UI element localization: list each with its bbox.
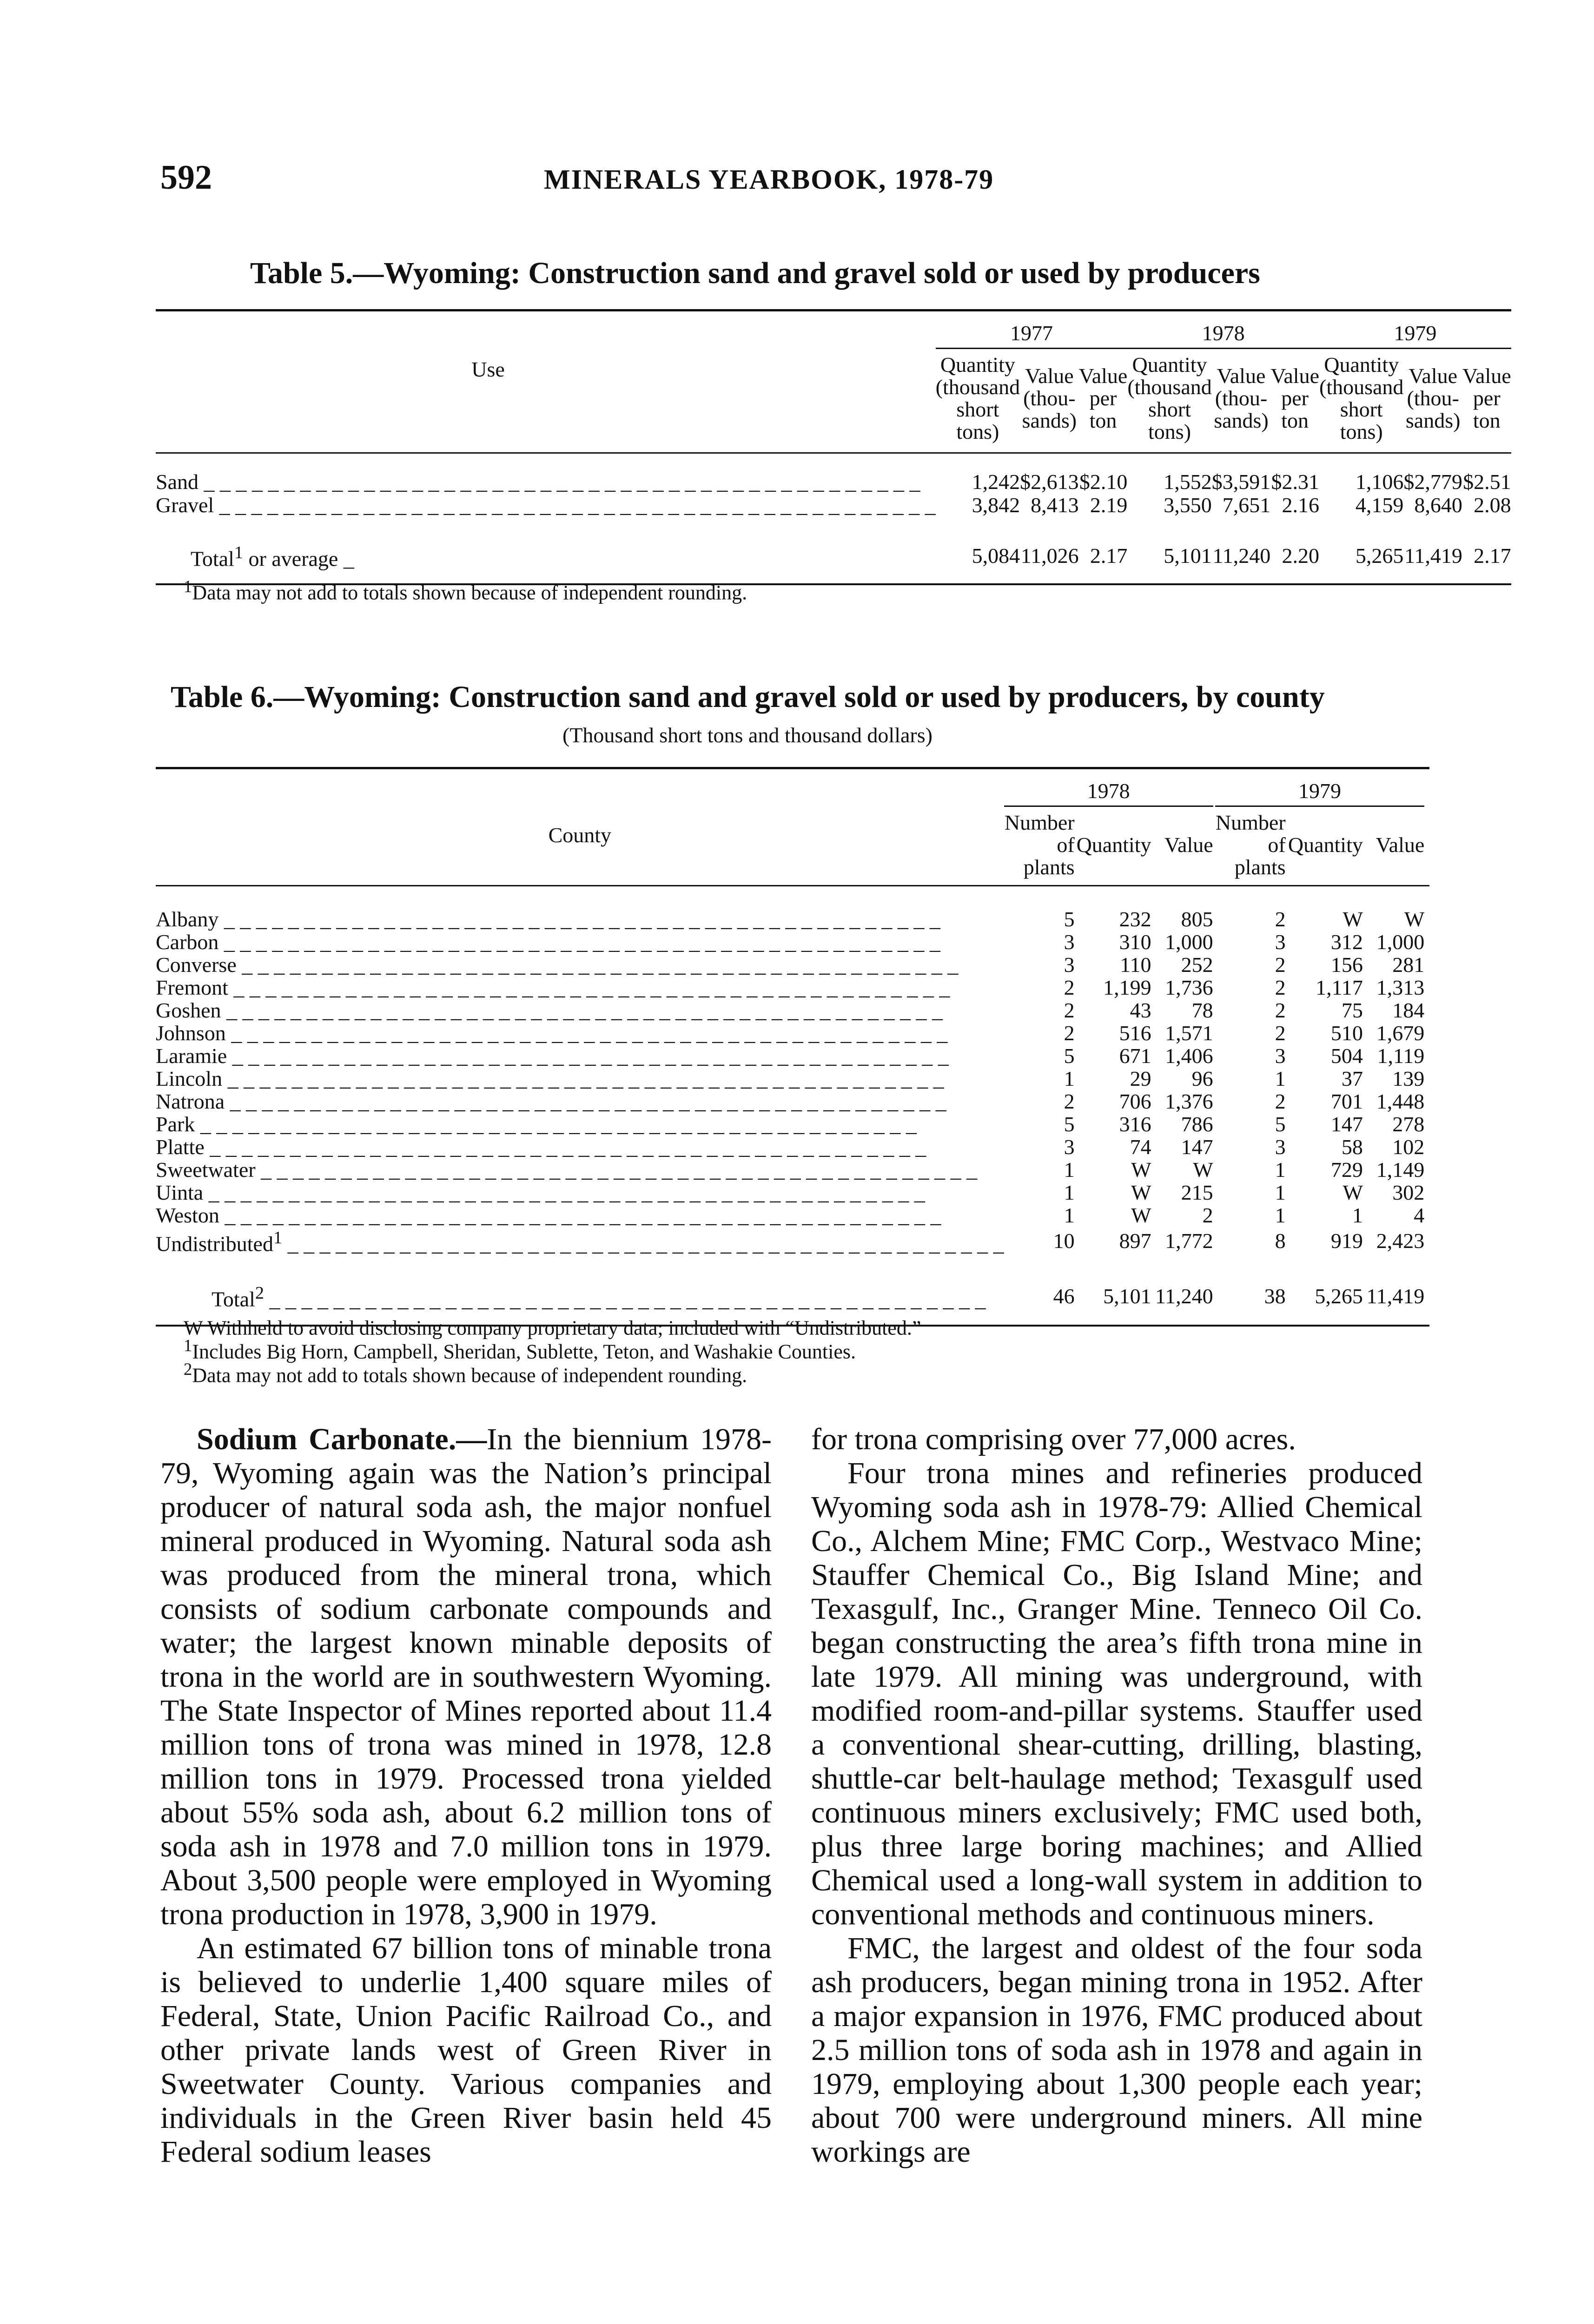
table-cell: 1 [1275, 1203, 1286, 1227]
county-name: Natrona [156, 1090, 225, 1113]
table-cell: 2 [1064, 1089, 1075, 1113]
table-cell: 43 [1130, 998, 1151, 1022]
table-cell: 2 [1275, 1089, 1286, 1113]
table-cell: 252 [1181, 953, 1213, 977]
table-cell: 2.17 [1090, 543, 1128, 568]
table-cell: 1,772 [1165, 1229, 1213, 1253]
table-cell: 516 [1119, 1021, 1151, 1045]
table-cell: 110 [1120, 953, 1151, 977]
table-cell: 504 [1330, 1044, 1363, 1068]
table-cell: 2,423 [1376, 1229, 1425, 1253]
table6-col-quantity: Quantity [1076, 833, 1151, 857]
paragraph: for trona comprising over 77,000 acres. [811, 1422, 1296, 1456]
table-cell: 2.16 [1282, 493, 1319, 517]
county-name: Johnson [156, 1022, 226, 1044]
table-cell: $2.10 [1079, 470, 1128, 494]
running-title: MINERALS YEARBOOK, 1978-79 [544, 164, 994, 195]
table-row [156, 1204, 1429, 1227]
table-cell: 5 [1275, 1112, 1286, 1136]
table6-title: Table 6.—Wyoming: Construction sand and gravel sold or used by producers, by county [171, 680, 1325, 714]
footnote-mark: 1 [273, 1228, 283, 1248]
table-cell: 786 [1181, 1112, 1213, 1136]
county-name: Converse [156, 953, 237, 976]
table6-county-header: County [548, 823, 612, 847]
table-cell: 312 [1330, 930, 1363, 954]
paragraph: FMC, the largest and oldest of the four soda ash producers, began mining trona in 1952. After a major expansion in 1976, FMC produced about 2.5 million tons of soda ash in 1978 and again in 1979, employing about 1,300 people each year; about 700 were underground miners. All mine workings are [811, 1931, 1422, 2169]
county-name: Lincoln [156, 1067, 223, 1090]
table-cell: 1,000 [1165, 930, 1213, 954]
total-label-rest: or average [243, 547, 338, 571]
total-label: Total [191, 547, 234, 571]
text-column-left [160, 1422, 772, 2169]
table-cell: 805 [1181, 907, 1213, 931]
table-cell: 2.19 [1090, 493, 1128, 517]
table-cell: 4,159 [1355, 493, 1404, 517]
table-cell: 2 [1275, 976, 1286, 999]
table5-col-quantity: Quantity (thousand short tons) [1319, 353, 1404, 443]
table-row [156, 1067, 1429, 1090]
table-row [156, 1158, 1429, 1181]
county-name: Undistributed [156, 1232, 273, 1255]
county-name: Goshen [156, 999, 221, 1022]
table-cell: 1,119 [1377, 1044, 1425, 1068]
paragraph: Four trona mines and refineries produced Wyoming soda ash in 1978-79: Allied Chemical Co., Alchem Mine; FMC Corp., Westvaco Mine; Stauffer Chemical Co., Big Island Mine; and Texasgulf, Inc., Granger Mine. Tenneco Oil Co. began constructing the area’s fifth trona mine in late 1979. All mining was underground, with modified room-and-pillar systems. Stauffer used a conventional shear-cutting, drilling, blasting, shuttle-car belt-haulage method; Texasgulf used continuous miners exclusively; FMC used both, plus three large boring machines; and Allied Chemical used a long-wall system in addition to conventional methods and continuous miners. [811, 1456, 1422, 1931]
page-number: 592 [160, 158, 212, 197]
county-name: Laramie [156, 1044, 227, 1067]
footnote-mark: 1 [184, 577, 192, 596]
table-row [156, 976, 1429, 999]
table-row [156, 1227, 1429, 1255]
table-cell: 510 [1330, 1021, 1363, 1045]
table5-col-value: Value (thou- sands) [1405, 364, 1461, 432]
county-name: Sweetwater [156, 1158, 256, 1181]
table-cell: 3 [1275, 930, 1286, 954]
table-cell: 75 [1341, 998, 1363, 1022]
table-cell: 1,313 [1376, 976, 1425, 999]
table-cell: 11,240 [1155, 1284, 1213, 1308]
table6 [156, 767, 1429, 1327]
table-cell: 5 [1064, 1112, 1075, 1136]
table-cell: 2.20 [1282, 543, 1319, 568]
table-cell: 2 [1064, 1021, 1075, 1045]
table-cell: 96 [1191, 1067, 1213, 1090]
table-cell: 147 [1181, 1135, 1213, 1159]
table-cell: 2 [1275, 953, 1286, 977]
table-cell: 2 [1275, 907, 1286, 931]
county-name: Weston [156, 1204, 219, 1227]
table5-col-value-per-ton: Value per ton [1462, 364, 1511, 432]
table5-year-1979: 1979 [1319, 310, 1511, 349]
row-label: Gravel [156, 494, 214, 517]
footnote-mark: 2 [255, 1283, 265, 1303]
table-total-row: Total$^1$ or average _ 5,084 11,026 2.17 5,101 11,240 2.20 5,265 11,419 2.17 [156, 517, 1511, 584]
table-cell: 8,413 [1031, 493, 1079, 517]
county-name: Carbon [156, 931, 219, 953]
table-cell: 5,101 [1103, 1284, 1151, 1308]
table6-year-1978: 1978 [1004, 768, 1213, 806]
table-cell: 11,419 [1366, 1284, 1425, 1308]
table-cell: 1,242 [972, 470, 1020, 494]
table-row [156, 494, 1511, 517]
section-heading: Sodium Carbonate.— [197, 1422, 487, 1456]
table-cell: 1 [1064, 1181, 1075, 1204]
table-cell: 7,651 [1222, 493, 1271, 517]
footnote-mark: 1 [234, 543, 244, 562]
table-cell: 2.17 [1474, 543, 1511, 568]
table-cell: 1,679 [1376, 1021, 1425, 1045]
table-cell: 78 [1191, 998, 1213, 1022]
table-cell: 29 [1130, 1067, 1151, 1090]
table-cell: 2 [1064, 998, 1075, 1022]
table-cell: W [1131, 1158, 1151, 1182]
table-cell: 4 [1414, 1203, 1425, 1227]
table6-year-1979: 1979 [1215, 768, 1425, 806]
table-cell: 156 [1330, 953, 1363, 977]
table-cell: 8 [1275, 1229, 1286, 1253]
table5-col-value: Value (thou- sands) [1214, 364, 1269, 432]
table-cell: $2,613 [1020, 470, 1079, 494]
table-cell: 897 [1119, 1229, 1151, 1253]
table-cell: 11,026 [1020, 543, 1079, 568]
paragraph: An estimated 67 billion tons of minable trona is believed to underlie 1,400 square miles of Federal, State, Union Pacific Railroad Co., and other private lands west of Green River in Sweetwater County. Various companies and individuals in the Green River basin held 45 Federal sodium leases [160, 1931, 772, 2169]
table6-col-quantity: Quantity [1288, 833, 1363, 857]
table-cell: 2 [1064, 976, 1075, 999]
table-cell: 232 [1119, 907, 1151, 931]
table-cell: 1 [1275, 1158, 1286, 1182]
table-cell: 2 [1202, 1203, 1213, 1227]
county-name: Albany [156, 907, 219, 931]
table-cell: $3,591 [1211, 470, 1271, 494]
table-row [156, 1022, 1429, 1044]
table-cell: 5,265 [1315, 1284, 1363, 1308]
table-cell: 10 [1053, 1229, 1075, 1253]
table5-col-value-per-ton: Value per ton [1078, 364, 1128, 432]
table-cell: 1,376 [1165, 1089, 1213, 1113]
paragraph-text: In the biennium 1978-79, Wyoming again was the Nation’s principal producer of natural soda ash, the major nonfuel mineral produced in Wyoming. Natural soda ash was produced from the mineral trona, which consists of sodium carbonate compounds and water; the largest known minable deposits of trona in the world are in southwestern Wyoming. The State Inspector of Mines reported about 11.4 million tons of trona was mined in 1978, 12.8 million tons in 1979. Processed trona yielded about 55% soda ash, about 6.2 million tons of soda ash in 1978 and 7.0 million tons in 1979. About 3,500 people were employed in Wyoming trona production in 1978, 3,900 in 1979. [160, 1422, 772, 1931]
table-row [156, 1181, 1429, 1204]
table6-col-value: Value [1164, 833, 1213, 857]
table5-col-quantity: Quantity (thousand short tons) [935, 353, 1020, 443]
table-row [156, 1044, 1429, 1067]
table-cell: 5,084 [972, 543, 1020, 568]
table-cell: 46 [1053, 1284, 1075, 1308]
table5-year-1978: 1978 [1127, 310, 1319, 349]
table-cell: 1 [1275, 1181, 1286, 1204]
table5 [156, 309, 1511, 585]
table-cell: W [1131, 1181, 1151, 1204]
table-cell: 2 [1275, 998, 1286, 1022]
table5-col-value-per-ton: Value per ton [1270, 364, 1319, 432]
table-cell: 3,550 [1164, 493, 1212, 517]
table-cell: 37 [1341, 1067, 1363, 1090]
text-column-right [811, 1422, 1422, 2169]
table-row [156, 453, 1511, 494]
table-cell: 671 [1119, 1044, 1151, 1068]
table-cell: 102 [1392, 1135, 1425, 1159]
table-cell: $2.51 [1463, 470, 1511, 494]
table-cell: 2 [1275, 1021, 1286, 1045]
table-cell: 278 [1392, 1112, 1425, 1136]
table-cell: 1,552 [1164, 470, 1212, 494]
county-name: Uinta [156, 1181, 204, 1204]
table-cell: 3 [1275, 1135, 1286, 1159]
table-cell: 147 [1330, 1112, 1363, 1136]
table-cell: 1,000 [1376, 930, 1425, 954]
table-row [156, 886, 1429, 931]
table-cell: 729 [1330, 1158, 1363, 1182]
table-cell: 184 [1392, 998, 1425, 1022]
footnote-text: Includes Big Horn, Campbell, Sheridan, Sublette, Teton, and Washakie Counties. [192, 1340, 856, 1363]
table-cell: 701 [1330, 1089, 1363, 1113]
table-cell: 706 [1119, 1089, 1151, 1113]
table-cell: 281 [1392, 953, 1425, 977]
table5-col-value: Value (thou- sands) [1022, 364, 1077, 432]
table-cell: 3 [1064, 953, 1075, 977]
table-row [156, 1136, 1429, 1158]
table-cell: 1 [1064, 1067, 1075, 1090]
table6-col-plants: Number of plants [1215, 811, 1286, 879]
table6-col-plants: Number of plants [1004, 811, 1075, 879]
table-cell: 11,419 [1404, 543, 1462, 568]
table-cell: 2.08 [1474, 493, 1511, 517]
total-label: Total [212, 1287, 255, 1311]
table-cell: 74 [1130, 1135, 1151, 1159]
table-cell: 5,101 [1164, 543, 1212, 568]
table6-footnote-2 [184, 1359, 747, 1387]
table-cell: 1,117 [1316, 976, 1363, 999]
table-row [156, 1090, 1429, 1113]
table5-title: Table 5.—Wyoming: Construction sand and gravel sold or used by producers [250, 256, 1260, 290]
table-cell: W [1193, 1158, 1213, 1182]
table-cell: 1,448 [1376, 1089, 1425, 1113]
table6-subtitle: (Thousand short tons and thousand dollars) [562, 723, 933, 747]
table-cell: 1,199 [1103, 976, 1151, 999]
table-cell: 316 [1119, 1112, 1151, 1136]
row-label: Sand [156, 470, 198, 494]
table-cell: 1,106 [1355, 470, 1404, 494]
table-cell: W [1343, 1181, 1363, 1204]
paragraph [160, 1422, 772, 1931]
table-cell: 3 [1064, 930, 1075, 954]
table-row [156, 931, 1429, 953]
footnote-text: W Withheld to avoid disclosing company proprietary data; included with “Undistributed.” [184, 1316, 921, 1340]
table-cell: 5 [1064, 1044, 1075, 1068]
table-cell: W [1404, 907, 1425, 931]
table-cell: 5,265 [1355, 543, 1404, 568]
table-row [156, 953, 1429, 976]
table-cell: 8,640 [1414, 493, 1462, 517]
footnote-text: Data may not add to totals shown because of independent rounding. [192, 581, 747, 604]
table-cell: 3 [1064, 1135, 1075, 1159]
table-cell: 1 [1064, 1158, 1075, 1182]
table-cell: 3,842 [972, 493, 1020, 517]
table-cell: 919 [1330, 1229, 1363, 1253]
footnote-mark: 2 [184, 1360, 192, 1379]
table-cell: 1 [1352, 1203, 1363, 1227]
table-cell: $2.31 [1271, 470, 1319, 494]
table5-year-1977: 1977 [936, 310, 1128, 349]
table6-col-value: Value [1376, 833, 1425, 857]
footnote-mark: 1 [184, 1336, 192, 1355]
table-cell: 1,571 [1165, 1021, 1213, 1045]
table5-col-quantity: Quantity (thousand short tons) [1127, 353, 1212, 443]
table-cell: 11,240 [1212, 543, 1271, 568]
footnote-text: Data may not add to totals shown because of independent rounding. [192, 1364, 747, 1387]
table-cell: 58 [1341, 1135, 1363, 1159]
county-name: Park [156, 1113, 195, 1136]
table-cell: 38 [1264, 1284, 1286, 1308]
table-cell: 302 [1392, 1181, 1425, 1204]
table-cell: 139 [1392, 1067, 1425, 1090]
table-cell: 1,149 [1376, 1158, 1425, 1182]
table-cell: 3 [1275, 1044, 1286, 1068]
county-name: Fremont [156, 976, 228, 999]
table-cell: 215 [1181, 1181, 1213, 1204]
table-cell: 1,406 [1165, 1044, 1213, 1068]
table-cell: W [1343, 907, 1363, 931]
table5-footnote [184, 576, 747, 605]
table-cell: W [1131, 1203, 1151, 1227]
table-cell: 310 [1119, 930, 1151, 954]
table-cell: 1,736 [1165, 976, 1213, 999]
table-row [156, 1113, 1429, 1136]
table-cell: 1 [1064, 1203, 1075, 1227]
table-row [156, 999, 1429, 1022]
table5-use-header: Use [471, 357, 505, 381]
table-cell: $2,779 [1403, 470, 1462, 494]
table-cell: 5 [1064, 907, 1075, 931]
county-name: Platte [156, 1136, 205, 1158]
table-cell: 1 [1275, 1067, 1286, 1090]
